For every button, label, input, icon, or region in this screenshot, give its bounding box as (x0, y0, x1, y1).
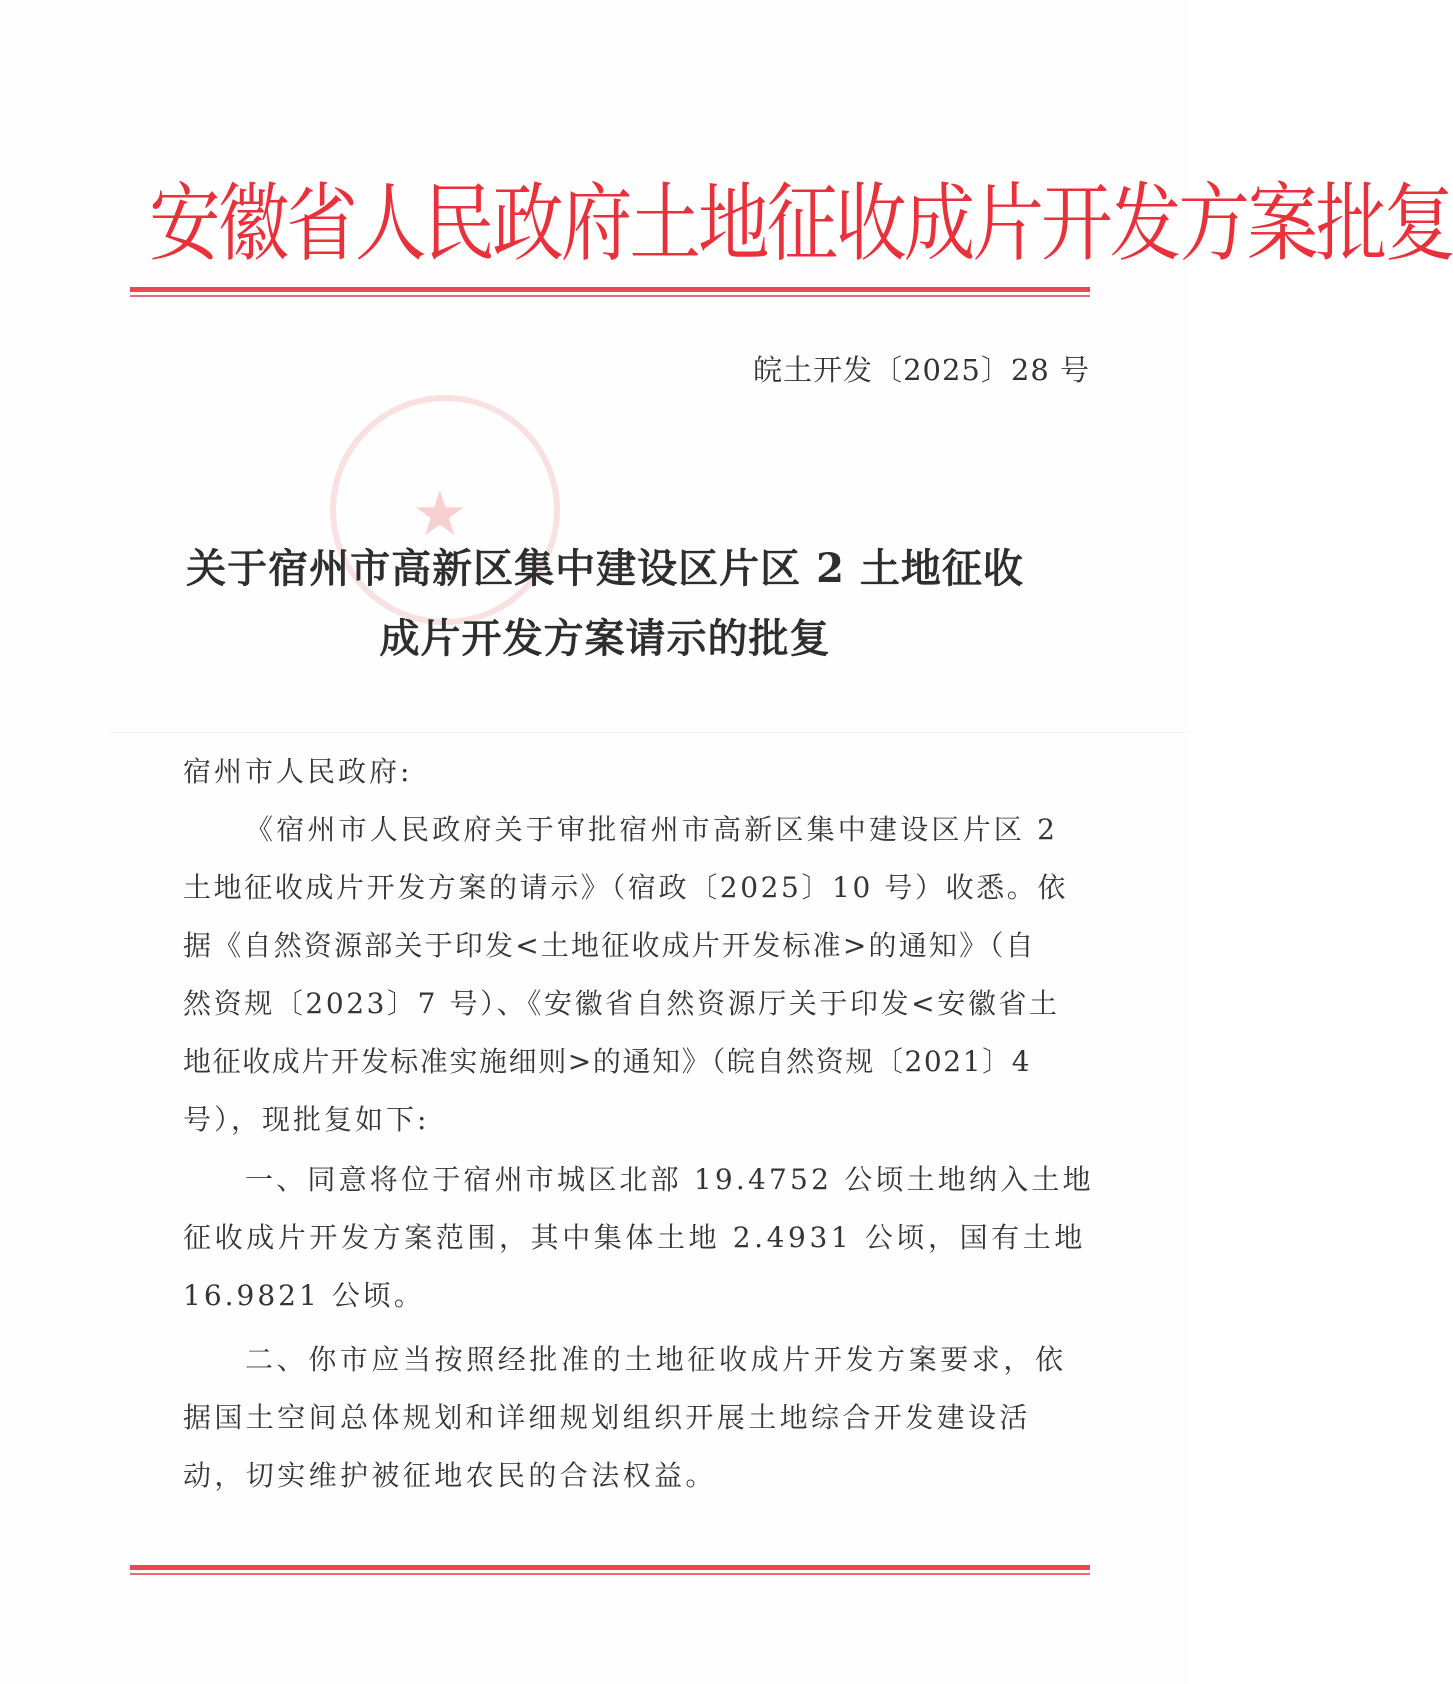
paragraph-2-line: 16.9821 公顷。 (183, 1279, 425, 1312)
paragraph-1-line: 号），现批复如下: (183, 1103, 430, 1136)
paragraph-2-line: 征收成片开发方案范围，其中集体土地 2.4931 公顷，国有土地 (183, 1221, 1086, 1254)
paragraph-3-line: 二、你市应当按照经批准的土地征收成片开发方案要求，依 (245, 1343, 1067, 1376)
document-title-line-2: 成片开发方案请示的批复 (379, 615, 831, 662)
seal-star-icon: ★ (412, 477, 468, 550)
paragraph-1-line: 然资规〔2023〕7 号）、《安徽省自然资源厅关于印发<安徽省土 (183, 987, 1060, 1020)
paragraph-1-line: 《宿州市人民政府关于审批宿州市高新区集中建设区片区 2 (245, 813, 1059, 846)
paragraph-2-line: 一、同意将位于宿州市城区北部 19.4752 公顷土地纳入土地 (245, 1163, 1094, 1196)
paragraph-3-line: 据国土空间总体规划和详细规划组织开展土地综合开发建设活 (183, 1401, 1031, 1434)
header-red-rule (130, 287, 1090, 297)
paragraph-3-line: 动，切实维护被征地农民的合法权益。 (183, 1459, 717, 1492)
paragraph-1-line: 地征收成片开发标准实施细则>的通知》（皖自然资规〔2021〕4 (183, 1045, 1032, 1078)
document-title-line-1: 关于宿州市高新区集中建设区片区 2 土地征收 (186, 545, 1024, 592)
issuer-header-title: 安徽省人民政府土地征收成片开发方案批复 (149, 173, 1453, 274)
recipient-line: 宿州市人民政府: (183, 755, 413, 788)
scan-divider (110, 732, 1190, 733)
paragraph-1-line: 土地征收成片开发方案的请示》（宿政〔2025〕10 号）收悉。依 (183, 871, 1068, 904)
document-number: 皖土开发〔2025〕28 号 (753, 353, 1090, 387)
paragraph-1-line: 据《自然资源部关于印发<土地征收成片开发标准>的通知》（自 (183, 929, 1036, 962)
footer-red-rule (130, 1565, 1090, 1575)
